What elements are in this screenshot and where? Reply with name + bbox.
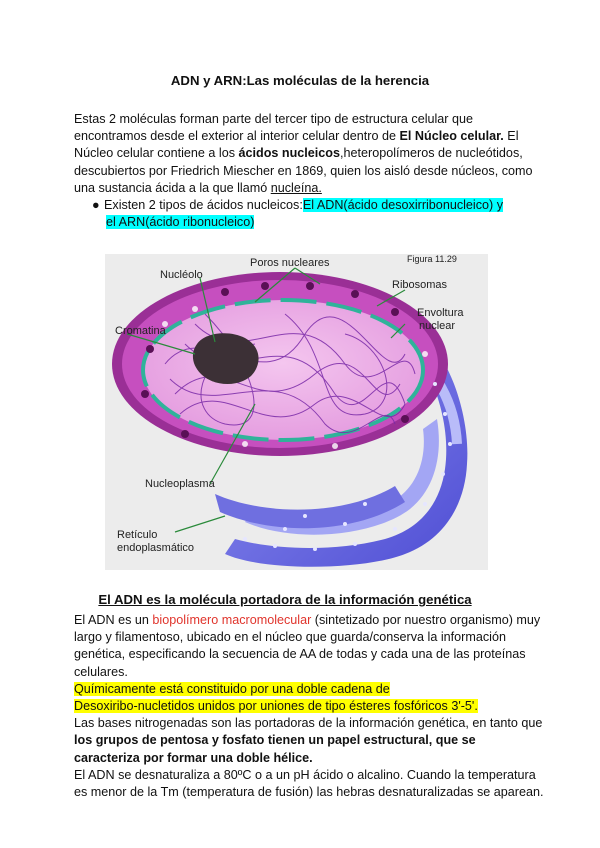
- label-nucleolo: Nucléolo: [160, 269, 203, 281]
- label-reticulo-1: Retículo: [117, 529, 158, 541]
- label-ribosomas: Ribosomas: [392, 279, 448, 291]
- intro-text-3: ,heteropolímeros de nucleótidos, descubiertos por Friedrich Miescher en 1869, quien los aisló desde núcleos, como una sustancia ácida a la que llamó: [74, 146, 533, 195]
- intro-bold-acidos: ácidos nucleicos: [238, 146, 341, 161]
- adn-paragraph: [74, 612, 544, 801]
- label-envoltura-1: Envoltura: [417, 307, 464, 319]
- bullet-text: Existen 2 tipos de ácidos nucleicos:: [104, 198, 303, 212]
- adn-text-2: (sintetizado por nuestro organismo) muy largo y filamentoso, ubicado en el núcleo que guarda/conserva la información genética, especificando la secuencia de AA de todas y cada una de las proteínas celulares.: [74, 613, 541, 679]
- adn-bold-structure: los grupos de pentosa y fosfato tienen un papel estructural, que se caracteriza por formar una doble hélice.: [74, 733, 476, 765]
- figure-caption: Figura 11.29: [407, 254, 457, 264]
- bullet-dot-icon: ●: [92, 198, 100, 212]
- adn-highlight-1: Químicamente está constituido por una doble cadena de: [74, 681, 390, 696]
- bullet-highlight-adn: El ADN(ácido desoxirribonucleico) y: [302, 198, 504, 212]
- nucleus-illustration: [105, 254, 488, 570]
- adn-highlight-2: Desoxiribo-nucletidos unidos por uniones de tipo ésteres fosfóricos 3'-5'.: [74, 699, 478, 714]
- page-title: ADN y ARN:Las moléculas de la herencia: [170, 73, 430, 88]
- label-reticulo-2: endoplasmático: [117, 542, 195, 554]
- intro-text-1: Estas 2 moléculas forman parte del tercer tipo de estructura celular que encontramos desde el exterior al interior celular dentro de: [74, 112, 474, 144]
- bullet-highlight-arn: el ARN(ácido ribonucleico): [106, 215, 255, 230]
- label-poros: Poros nucleares: [250, 257, 330, 269]
- adn-text-4: El ADN se desnaturaliza a 80ºC o a un pH ácido o alcalino. Cuando la temperatura es menor de la Tm (temperatura de fusión) las hebras desnaturalizadas se aparean.: [74, 767, 544, 800]
- intro-text-2: El Núcleo celular contiene a los: [74, 129, 519, 161]
- label-cromatina: Cromatina: [115, 325, 166, 337]
- intro-bold-nucleo: El Núcleo celular.: [399, 129, 504, 144]
- adn-text-1: El ADN es un: [74, 613, 153, 627]
- intro-underline-nucleina: nucleína.: [270, 180, 322, 195]
- label-nucleoplasma: Nucleoplasma: [145, 478, 215, 490]
- adn-text-3: Las bases nitrogenadas son las portadoras de la información genética, en tanto que: [74, 716, 543, 731]
- bullet-item: [92, 197, 542, 231]
- intro-paragraph: [74, 111, 544, 197]
- adn-red-term: biopolímero macromolecular: [152, 613, 312, 627]
- label-envoltura-2: nuclear: [419, 320, 456, 332]
- cell-nucleus-figure: [105, 254, 488, 570]
- section-heading: El ADN es la molécula portadora de la información genética: [98, 592, 472, 607]
